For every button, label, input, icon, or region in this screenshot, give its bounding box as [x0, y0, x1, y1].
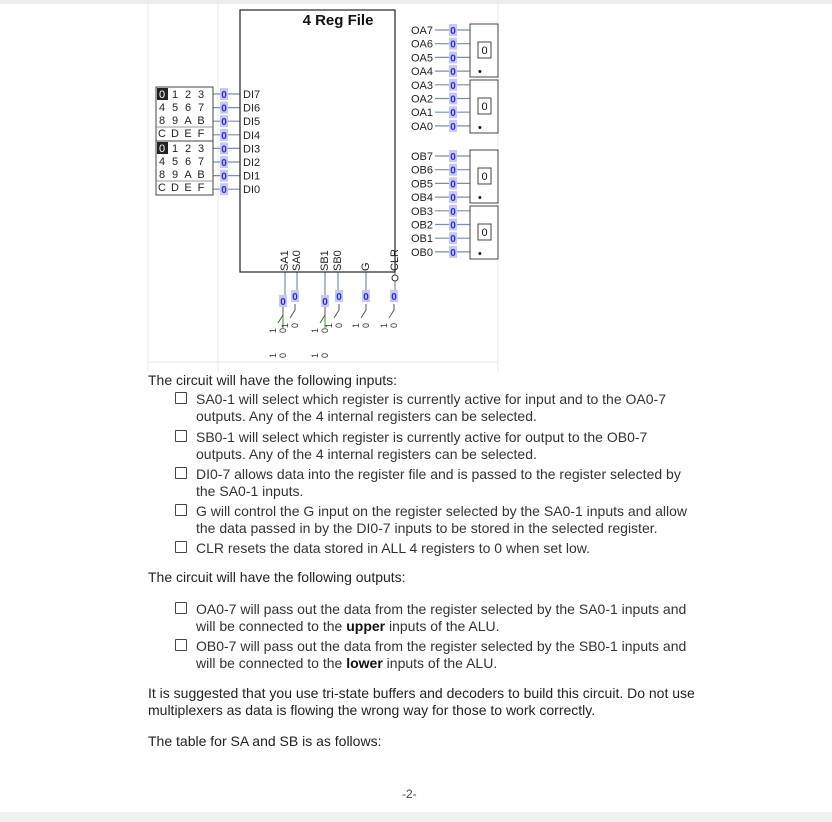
switch-label-one: 1	[280, 322, 290, 328]
clr-inverter-bubble	[392, 275, 398, 281]
ob-ob1-pin-value[interactable]: 0	[450, 234, 456, 246]
input-label-di2: DI2	[243, 157, 261, 169]
switch-1-pin-value[interactable]: 0	[292, 292, 298, 303]
ob-ob2-pin-value[interactable]: 0	[450, 220, 456, 232]
input-label-di1: DI1	[243, 170, 261, 183]
switch-label-zero: 0	[320, 327, 330, 333]
oa-label-oa3: OA3	[410, 79, 433, 92]
oa-oa2-pin-value[interactable]: 0	[450, 94, 456, 106]
toggle-switches	[268, 290, 399, 358]
input-di1-pin-value[interactable]: 0	[221, 171, 227, 183]
oa-oa7-pin-value[interactable]: 0	[450, 26, 456, 37]
keypad-key[interactable]: 2	[184, 89, 192, 101]
keypad-key[interactable]: F	[197, 128, 205, 140]
keypad-key[interactable]: 9	[171, 115, 179, 127]
keypad-key[interactable]: B	[197, 115, 205, 127]
checkbox[interactable]	[175, 392, 187, 404]
switch-label-one: 1	[310, 352, 320, 358]
keypad-key[interactable]: 6	[184, 102, 192, 114]
switch-2-pin-value[interactable]: 0	[322, 297, 328, 308]
switch-lever[interactable]	[290, 304, 295, 318]
hex-displays	[470, 24, 498, 260]
inputs-heading: The circuit will have the following inputs:	[148, 372, 398, 388]
checkbox[interactable]	[175, 541, 187, 553]
input-di7-pin-value[interactable]: 0	[221, 90, 227, 101]
switch-label-one: 1	[351, 322, 361, 328]
ob-ob0-pin-value[interactable]: 0	[450, 247, 456, 259]
checkbox[interactable]	[175, 467, 187, 479]
ob-label-ob3: OB3	[410, 205, 433, 218]
hex-display-value: 0	[481, 227, 488, 239]
control-label-clr: CLR	[388, 248, 401, 271]
switch-label-one: 1	[324, 322, 334, 328]
keypad-key[interactable]: 2	[184, 143, 192, 155]
keypad-key[interactable]: 5	[171, 156, 179, 168]
switch-label-zero: 0	[278, 327, 288, 333]
keypad-key[interactable]: 4	[158, 102, 166, 114]
keypad-key[interactable]: 3	[197, 89, 205, 101]
oa-label-oa5: OA5	[410, 52, 433, 65]
register-file-box[interactable]	[240, 10, 395, 272]
switch-label-one: 1	[310, 327, 320, 333]
switch-label-zero: 0	[320, 352, 330, 358]
switch-label-zero: 0	[389, 322, 399, 328]
keypad-key[interactable]: 0	[158, 89, 166, 101]
ob-label-ob1: OB1	[410, 233, 433, 246]
ob-ob6-pin-value[interactable]: 0	[450, 165, 456, 177]
keypad-key[interactable]: C	[158, 128, 166, 140]
control-label-sb1: SB1	[318, 250, 331, 271]
suggestion-paragraph: It is suggested that you use tri-state buffers and decoders to build this circuit. Do not use multiplexers as data is flowing the wrong way for those to work correctly.	[148, 685, 695, 718]
emphasis-lower: lower	[346, 655, 383, 671]
input-di3-pin-value[interactable]: 0	[221, 144, 227, 156]
keypad-key[interactable]: 0	[158, 143, 166, 155]
switch-0-pin-value[interactable]: 0	[280, 297, 286, 308]
oa-label-oa2: OA2	[410, 93, 433, 106]
outputs-heading: The circuit will have the following outputs:	[148, 569, 406, 585]
keypad-key[interactable]: 3	[197, 143, 205, 155]
keypad-key[interactable]: 1	[171, 143, 179, 155]
oa-oa1-pin-value[interactable]: 0	[450, 108, 456, 120]
keypad-key[interactable]: B	[197, 169, 205, 181]
keypad-key[interactable]: A	[184, 169, 192, 181]
hex-display-value: 0	[481, 45, 488, 57]
switch-label-zero: 0	[278, 352, 288, 358]
ob-label-ob4: OB4	[410, 192, 433, 205]
control-label-sa1: SA1	[278, 250, 291, 271]
keypad-key[interactable]: E	[184, 128, 192, 140]
keypad-key[interactable]: 8	[158, 169, 166, 181]
hex-display-value: 0	[481, 171, 488, 183]
oa-label-oa7: OA7	[410, 25, 433, 37]
ob-ob7-pin-value[interactable]: 0	[450, 152, 456, 163]
input-di2-pin-value[interactable]: 0	[221, 158, 227, 169]
input-label-di6: DI6	[243, 102, 261, 115]
switch-lever[interactable]	[334, 304, 339, 318]
keypad-key[interactable]: 6	[184, 156, 192, 168]
control-label-g: G	[359, 262, 372, 271]
switch-label-one: 1	[268, 327, 278, 333]
keypad-key[interactable]: 1	[171, 89, 179, 101]
keypad-key[interactable]: D	[171, 182, 179, 194]
switch-label-one: 1	[379, 322, 389, 328]
input-label-di0: DI0	[243, 184, 261, 197]
switch-3-pin-value[interactable]: 0	[336, 292, 342, 303]
ob-ob3-pin-value[interactable]: 0	[450, 206, 456, 218]
switch-lever[interactable]	[361, 304, 366, 318]
table-heading: The table for SA and SB is as follows:	[148, 733, 382, 749]
input-label-di3: DI3	[243, 143, 261, 156]
ob-label-ob0: OB0	[410, 246, 433, 259]
oa-label-oa6: OA6	[410, 38, 433, 51]
keypad-key[interactable]: 7	[197, 156, 205, 168]
oa-oa0-pin-value[interactable]: 0	[450, 121, 456, 133]
hex-display-value: 0	[481, 101, 488, 113]
keypad-key[interactable]: 5	[171, 102, 179, 114]
switch-label-one: 1	[268, 352, 278, 358]
ob-ob5-pin-value[interactable]: 0	[450, 179, 456, 191]
ob-ob4-pin-value[interactable]: 0	[450, 193, 456, 205]
ob-label-ob2: OB2	[410, 219, 433, 232]
register-file-circuit-diagram	[0, 0, 832, 372]
page-bottom-edge	[0, 812, 832, 822]
keypad-key[interactable]: D	[171, 128, 179, 140]
checkbox[interactable]	[175, 504, 187, 516]
input-di0-pin-value[interactable]: 0	[221, 185, 227, 197]
hex-display-dot: •	[478, 192, 482, 204]
switch-lever[interactable]	[389, 304, 394, 318]
checkbox[interactable]	[175, 639, 187, 651]
switch-label-zero: 0	[334, 322, 344, 328]
component-title: 4 Reg File	[302, 12, 374, 29]
ob-label-ob5: OB5	[410, 178, 433, 191]
switch-5-pin-value[interactable]: 0	[391, 292, 397, 303]
input-di5-pin-value[interactable]: 0	[221, 117, 227, 129]
oa-oa3-pin-value[interactable]: 0	[450, 80, 456, 92]
hex-display-dot: •	[478, 122, 482, 134]
ob-label-ob7: OB7	[410, 151, 433, 163]
input-di4-pin-value[interactable]: 0	[221, 130, 227, 142]
switch-label-zero: 0	[290, 322, 300, 328]
hex-display-dot: •	[478, 66, 482, 78]
oa-oa4-pin-value[interactable]: 0	[450, 67, 456, 79]
switch-4-pin-value[interactable]: 0	[363, 292, 369, 303]
checkbox[interactable]	[175, 430, 187, 442]
control-label-sa0: SA0	[290, 250, 303, 271]
output-pins	[411, 24, 457, 259]
input-label-di5: DI5	[243, 116, 261, 129]
keypad-key[interactable]: 4	[158, 156, 166, 168]
checkbox[interactable]	[175, 602, 187, 614]
emphasis-upper: upper	[346, 618, 386, 634]
input-label-di4: DI4	[243, 129, 261, 142]
switch-label-zero: 0	[361, 322, 371, 328]
hex-display-dot: •	[478, 248, 482, 260]
keypad-key[interactable]: 8	[158, 115, 166, 127]
oa-oa6-pin-value[interactable]: 0	[450, 39, 456, 51]
keypad-key[interactable]: 9	[171, 169, 179, 181]
oa-label-oa0: OA0	[410, 120, 433, 133]
oa-label-oa1: OA1	[410, 107, 433, 120]
page-number: -2-	[402, 787, 417, 801]
keypad-key[interactable]: 7	[197, 102, 205, 114]
switch-lever[interactable]	[320, 309, 325, 323]
keypad-key[interactable]: A	[184, 115, 192, 127]
switch-lever[interactable]	[278, 309, 283, 323]
hex-keypads	[156, 87, 213, 195]
input-di6-pin-value[interactable]: 0	[221, 103, 227, 115]
keypad-key[interactable]: E	[184, 182, 192, 194]
oa-oa5-pin-value[interactable]: 0	[450, 53, 456, 65]
keypad-key[interactable]: C	[158, 182, 166, 194]
input-label-di7: DI7	[243, 89, 261, 101]
ob-label-ob6: OB6	[410, 164, 433, 177]
oa-label-oa4: OA4	[410, 66, 433, 79]
keypad-key[interactable]: F	[197, 182, 205, 194]
control-label-sb0: SB0	[331, 250, 344, 271]
